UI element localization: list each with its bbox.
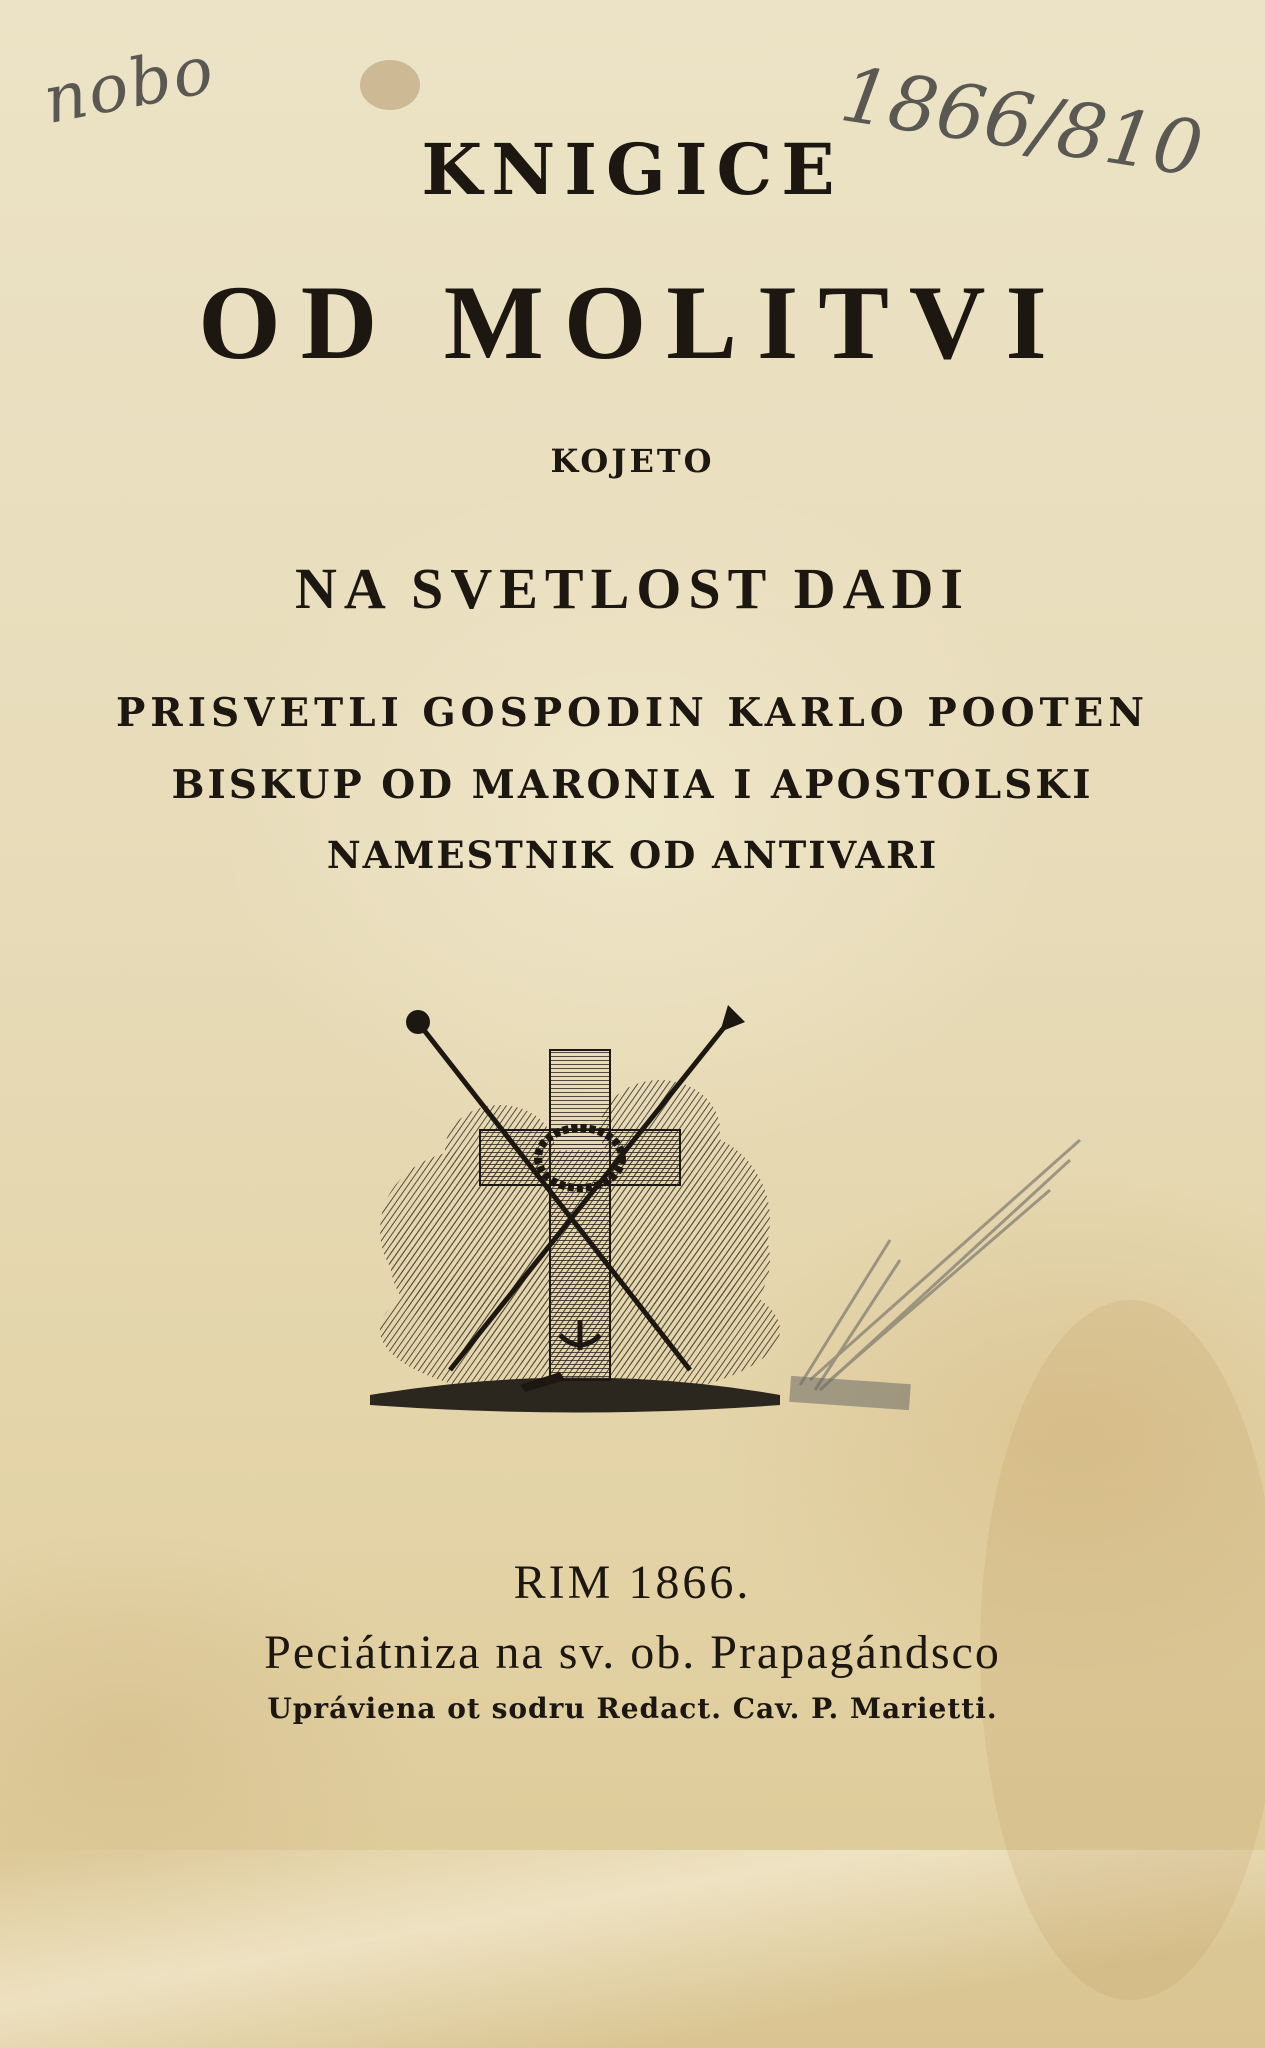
imprint-place-year: RIM 1866.: [513, 1556, 752, 1609]
title-line-2: OD MOLITVI: [198, 264, 1067, 381]
pencil-scribble-shape: [780, 1120, 1100, 1420]
ground-shape: [370, 1378, 780, 1413]
subtitle-publication: NA SVETLOST DADI: [294, 556, 970, 621]
author-line-1: PRISVETLI GOSPODIN KARLO POOTEN: [115, 690, 1150, 736]
imprint-editor: Upráviena ot sodru Redact. Cav. P. Marietti.: [267, 1692, 998, 1725]
handwritten-shelfmark: 1866/810: [835, 49, 1209, 194]
handwritten-note-left: nobo: [37, 30, 222, 139]
author-line-3: NAMESTNIK OD ANTIVARI: [326, 833, 939, 877]
paper-stain: [0, 1850, 1265, 2048]
paper-stain: [360, 60, 420, 110]
title-line-1: KNIGICE: [421, 128, 844, 211]
imprint-printer: Peciátniza na sv. ob. Prapagándsco: [264, 1626, 1001, 1679]
subtitle-kojeto: KOJETO: [550, 442, 715, 480]
author-line-2: BISKUP OD MARONIA I APOSTOLSKI: [171, 762, 1094, 808]
cross-with-lance-and-sponge-icon: [360, 1000, 800, 1440]
